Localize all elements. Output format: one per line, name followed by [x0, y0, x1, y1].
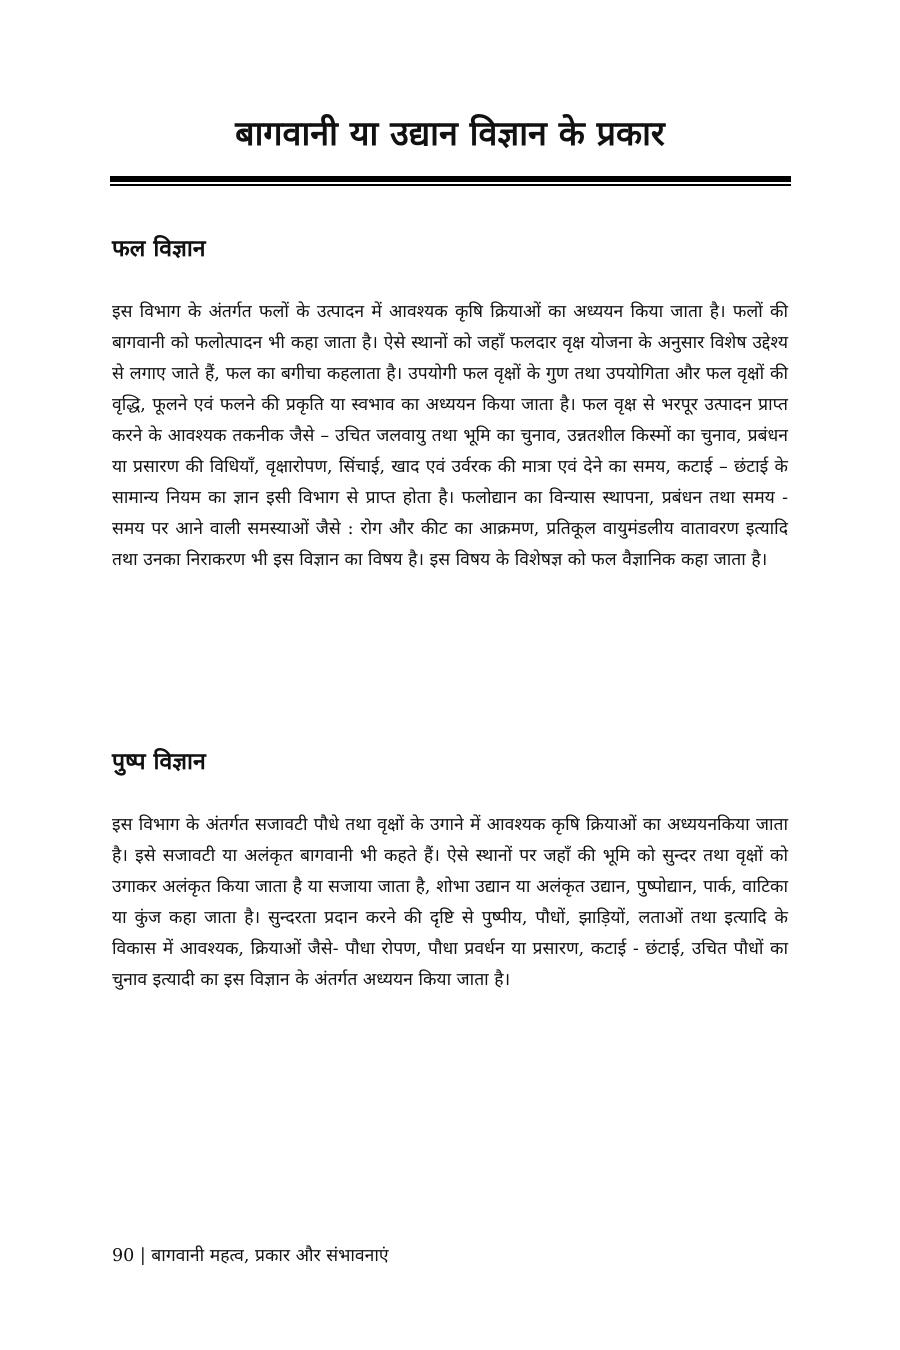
title-divider-thick — [110, 176, 791, 182]
section-body-fruit-science: इस विभाग के अंतर्गत फलों के उत्पादन में आवश्यक कृषि क्रियाओं का अध्ययन किया जाता है। फलों की बागवानी को फलोत्पादन भी कहा जाता है। ऐसे स्थानों को जहाँ फलदार वृक्ष योजना के अनुसार विशेष उद्देश्य से लगाए जाते हैं, फल का बगीचा कहलाता है। उपयोगी फल वृक्षों के गुण तथा उपयोगिता और फल वृक्षों की वृद्धि, फूलने एवं फलने की प्रकृति या स्वभाव का अध्ययन किया जाता है। फल वृक्ष से भरपूर उत्पादन प्राप्त करने के आवश्यक तकनीक जैसे – उचित जलवायु तथा भूमि का चुनाव, उन्नतशील किस्मों का चुनाव, प्रबंधन या प्रसारण की विधियाँ, वृक्षारोपण, सिंचाई, खाद एवं उर्वरक की मात्रा एवं देने का समय, कटाई – छंटाई के सामान्य नियम का ज्ञान इसी विभाग से प्राप्त होता है। फलोद्यान का विन्यास स्थापना, प्रबंधन तथा समय - समय पर आने वाली समस्याओं जैसे : रोग और कीट का आक्रमण, प्रतिकूल वायुमंडलीय वातावरण इत्यादि तथा उनका निराकरण भी इस विज्ञान का विषय है। इस विषय के विशेषज्ञ को फल वैज्ञानिक कहा जाता है। — [112, 302, 788, 570]
section-heading-fruit-science: फल विज्ञान — [112, 236, 206, 262]
page-footer: 90 | बागवानी महत्व, प्रकार और संभावनाएं — [112, 1246, 389, 1266]
section-heading-flower-science: पुष्प विज्ञान — [112, 749, 206, 775]
section-body-flower-science: इस विभाग के अंतर्गत सजावटी पौधे तथा वृक्षों के उगाने में आवश्यक कृषि क्रियाओं का अध्ययनकिया जाता है। इसे सजावटी या अलंकृत बागवानी भी कहते हैं। ऐसे स्थानों पर जहाँ की भूमि को सुन्दर तथा वृक्षों को उगाकर अलंकृत किया जाता है या सजाया जाता है, शोभा उद्यान या अलंकृत उद्यान, पुष्पोद्यान, पार्क, वाटिका या कुंज कहा जाता है। सुन्दरता प्रदान करने की दृष्टि से पुष्पीय, पौधों, झाड़ियों, लताओं तथा इत्यादि के विकास में आवश्यक, क्रियाओं जैसे- पौधा रोपण, पौधा प्रवर्धन या प्रसारण, कटाई - छंटाई, उचित पौधों का चुनाव इत्यादी का इस विज्ञान के अंतर्गत अध्ययन किया जाता है। — [112, 815, 788, 990]
page-title: बागवानी या उद्यान विज्ञान के प्रकार — [235, 114, 665, 154]
title-divider-thin — [110, 184, 791, 186]
